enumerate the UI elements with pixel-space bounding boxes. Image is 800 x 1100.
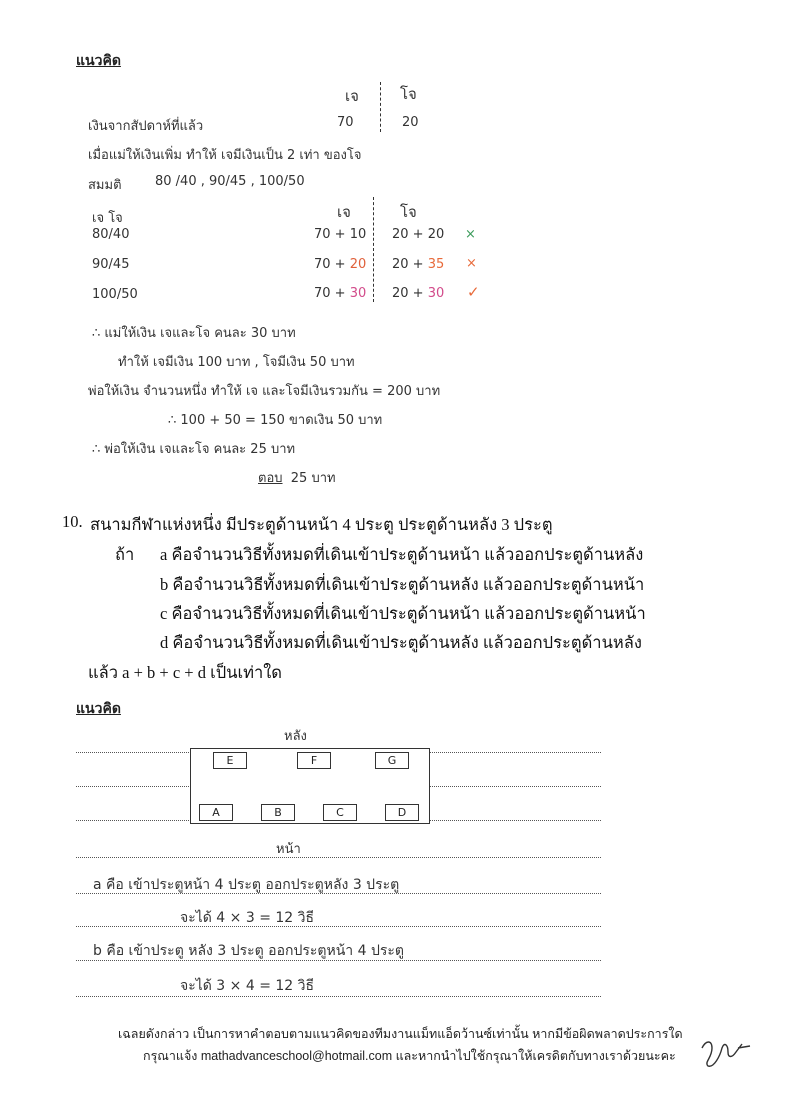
diagram-front-label: หน้า: [276, 842, 301, 857]
line-a1: a คือ เข้าประตูหน้า 4 ประตู ออกประตูหลัง 3 ประตู: [93, 877, 400, 893]
line-a2: จะได้ 4 × 3 = 12 วิธี: [180, 910, 315, 926]
line-b1: b คือ เข้าประตู หลัง 3 ประตู ออกประตูหน้า 4 ประตู: [93, 943, 404, 959]
gate-d: D: [385, 804, 419, 821]
problem-if-label: ถ้า: [115, 545, 135, 564]
conclusion-2: ทำให้ เจมีเงิน 100 บาท , โจมีเงิน 50 บาท: [118, 355, 355, 370]
conclusion-5: ∴ พ่อให้เงิน เจและโจ คนละ 25 บาท: [92, 442, 296, 457]
dotted-line: [76, 926, 601, 927]
dotted-line: [76, 857, 601, 858]
footer-line-2: กรุณาแจ้ง mathadvanceschool@hotmail.com และหากนำไปใช้กรุณาให้เครดิตกับทางเราด้วยนะคะ: [143, 1049, 676, 1063]
row3-j: 70 + 30: [314, 286, 367, 301]
gate-b: B: [261, 804, 295, 821]
row3-pair: 100/50: [92, 287, 138, 302]
problem-item-a: a คือจำนวนวิธีทั้งหมดที่เดินเข้าประตูด้านหน้า แล้วออกประตูด้านหลัง: [160, 545, 644, 564]
problem-number: 10.: [62, 512, 83, 531]
line-assume-values: 80 /40 , 90/45 , 100/50: [155, 174, 305, 189]
gate-a: A: [199, 804, 233, 821]
row2-j: 70 + 20: [314, 257, 367, 272]
gate-c: C: [323, 804, 357, 821]
problem-question: แล้ว a + b + c + d เป็นเท่าใด: [88, 663, 283, 682]
row3-mark: ✓: [467, 283, 480, 301]
divider-dashed: [380, 82, 381, 132]
line-b2: จะได้ 3 × 4 = 12 วิธี: [180, 978, 315, 994]
row1-mark: ×: [465, 227, 476, 242]
footer-line-1: เฉลยดังกล่าว เป็นการหาคำตอบตามแนวคิดของทีมงานแม็ทแอ็ดว้านซ์เท่านั้น หากมีข้อผิดพลาดประการใด: [118, 1027, 683, 1041]
conclusion-4: ∴ 100 + 50 = 150 ขาดเงิน 50 บาท: [168, 413, 383, 428]
diagram-back-label: หลัง: [284, 729, 307, 744]
row3-jo: 20 + 30: [392, 286, 445, 301]
gate-f: F: [297, 752, 331, 769]
gate-g: G: [375, 752, 409, 769]
col-header-j: เจ: [345, 87, 359, 105]
row1-j: 70 + 10: [314, 227, 367, 242]
answer: ตอบ 25 บาท: [258, 471, 336, 486]
row1-pair: 80/40: [92, 227, 130, 242]
problem-item-b: b คือจำนวนวิธีทั้งหมดที่เดินเข้าประตูด้านหลัง แล้วออกประตูด้านหน้า: [160, 575, 645, 594]
row2-mark: ×: [466, 256, 477, 271]
problem-statement: สนามกีฬาแห่งหนึ่ง มีประตูด้านหน้า 4 ประตู ประตูด้านหลัง 3 ประตู: [90, 515, 553, 534]
line-assume-label: สมมติ: [88, 178, 122, 193]
row2-pair: 90/45: [92, 257, 130, 272]
row-last-week-label: เงินจากสัปดาห์ที่แล้ว: [88, 119, 204, 134]
problem-item-c: c คือจำนวนวิธีทั้งหมดที่เดินเข้าประตูด้านหน้า แล้วออกประตูด้านหน้า: [160, 604, 646, 623]
section1-heading: แนวคิด: [76, 54, 121, 69]
dotted-line: [76, 996, 601, 997]
row2-jo: 20 + 35: [392, 257, 445, 272]
problem-item-d: d คือจำนวนวิธีทั้งหมดที่เดินเข้าประตูด้านหลัง แล้วออกประตูด้านหลัง: [160, 633, 642, 652]
stadium-diagram: [190, 748, 430, 824]
table-head-jo: โจ: [400, 203, 417, 221]
signature-mark: [698, 1036, 754, 1070]
row-last-week-jo: 20: [402, 115, 419, 130]
conclusion-3: พ่อให้เงิน จำนวนหนึ่ง ทำให้ เจ และโจมีเงินรวมกัน = 200 บาท: [88, 384, 441, 399]
col-header-jo: โจ: [400, 85, 417, 103]
conclusion-1: ∴ แม่ให้เงิน เจและโจ คนละ 30 บาท: [92, 326, 296, 341]
line-mother: เมื่อแม่ให้เงินเพิ่ม ทำให้ เจมีเงินเป็น 2 เท่า ของโจ: [88, 148, 362, 163]
divider-dashed-2: [373, 197, 374, 302]
row1-jo: 20 + 20: [392, 227, 445, 242]
row-last-week-j: 70: [337, 115, 354, 130]
table-head-j: เจ: [337, 203, 351, 221]
gate-e: E: [213, 752, 247, 769]
section2-heading: แนวคิด: [76, 702, 121, 717]
table-head-left: เจ โจ: [92, 211, 123, 226]
